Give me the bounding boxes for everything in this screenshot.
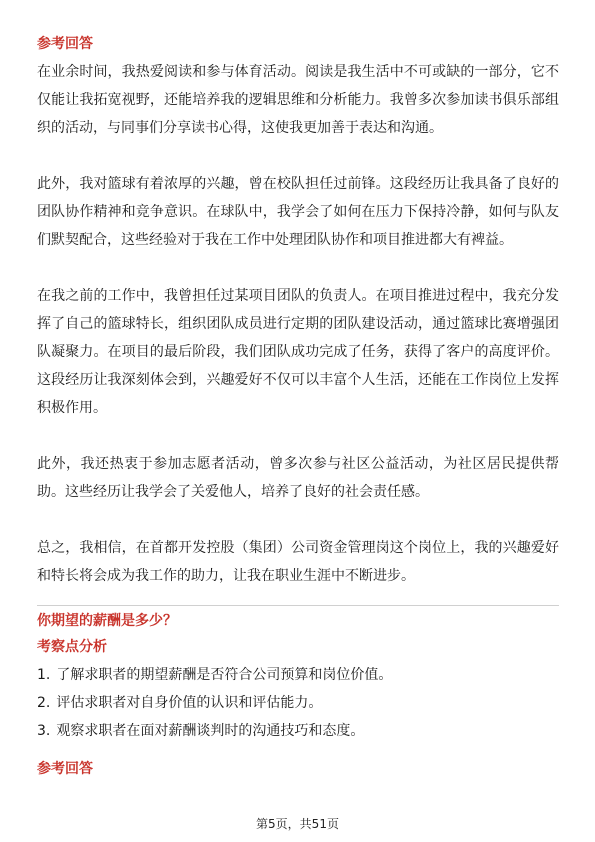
list-item: 3. 观察求职者在面对薪酬谈判时的沟通技巧和态度。 (37, 723, 365, 739)
analysis-list (37, 661, 559, 745)
page-footer: 第5页，共51页 (256, 817, 339, 831)
section-divider (37, 605, 559, 606)
answer-paragraph-conclusion: 总之，我相信，在首都开发控股（集团）公司资金管理岗这个岗位上，我的兴趣爱好和特长将会成为我工作的助力，让我在职业生涯中不断进步。 (37, 540, 559, 584)
document-content (37, 34, 559, 779)
answer-paragraph-project: 在我之前的工作中，我曾担任过某项目团队的负责人。在项目推进过程中，我充分发挥了自己的篮球特长，组织团队成员进行定期的团队建设活动，通过篮球比赛增强团队凝聚力。在项目的最后阶段，我们团队成功完成了任务，获得了客户的高度评价。这段经历让我深刻体会到，兴趣爱好不仅可以丰富个人生活，还能在工作岗位上发挥积极作用。 (37, 288, 559, 416)
answer-paragraph-reading: 在业余时间，我热爱阅读和参与体育活动。阅读是我生活中不可或缺的一部分，它不仅能让我拓宽视野，还能培养我的逻辑思维和分析能力。我曾多次参加读书俱乐部组织的活动，与同事们分享读书心得，这使我更加善于表达和沟通。 (37, 64, 559, 136)
analysis-heading: 考察点分析 (37, 639, 107, 655)
reference-answer-heading: 参考回答 (37, 36, 93, 52)
answer-paragraph-volunteer: 此外，我还热衷于参加志愿者活动，曾多次参与社区公益活动，为社区居民提供帮助。这些经历让我学会了关爱他人，培养了良好的社会责任感。 (37, 456, 559, 500)
reference-answer-heading-2: 参考回答 (37, 761, 93, 777)
question-heading: 你期望的薪酬是多少？ (37, 613, 177, 629)
list-item: 1. 了解求职者的期望薪酬是否符合公司预算和岗位价值。 (37, 667, 393, 683)
answer-paragraph-basketball: 此外，我对篮球有着浓厚的兴趣，曾在校队担任过前锋。这段经历让我具备了良好的团队协作精神和竞争意识。在球队中，我学会了如何在压力下保持冷静，如何与队友们默契配合，这些经验对于我在工作中处理团队协作和项目推进都大有裨益。 (37, 176, 559, 248)
list-item: 2. 评估求职者对自身价值的认识和评估能力。 (37, 695, 323, 711)
